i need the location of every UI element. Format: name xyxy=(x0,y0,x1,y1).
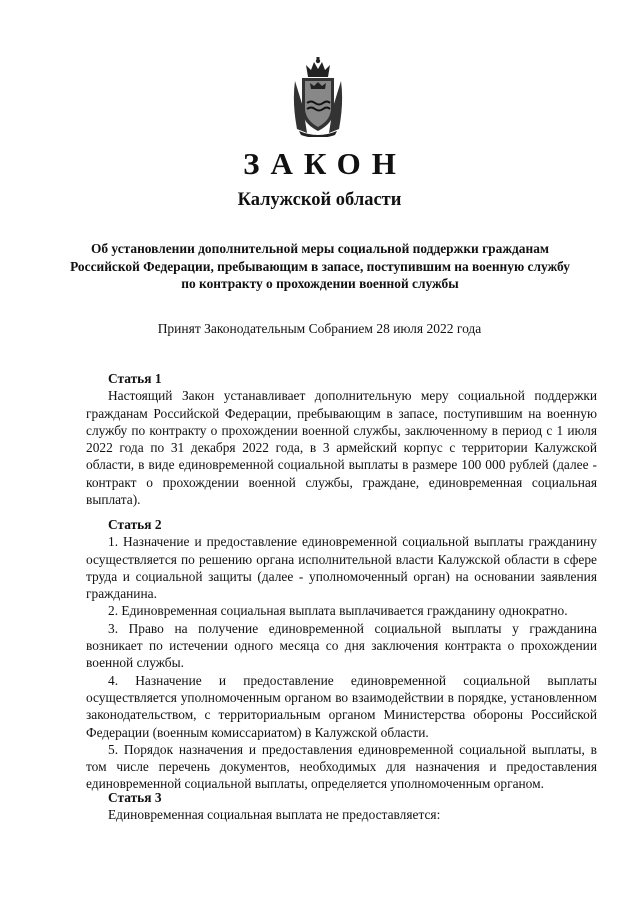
article-2 xyxy=(86,516,597,793)
article-title: Статья 1 xyxy=(108,371,162,386)
document-title: ЗАКОН xyxy=(243,146,407,181)
article-title: Статья 3 xyxy=(108,790,162,805)
article-1 xyxy=(86,370,597,508)
article-paragraph: Единовременная социальная выплата не предоставляется: xyxy=(108,807,441,823)
article-paragraph: 2. Единовременная социальная выплата выплачивается гражданину однократно. xyxy=(108,603,568,619)
adoption-note: Принят Законодательным Собранием 28 июля 2022 года xyxy=(157,321,482,336)
article-paragraph: 1. Назначение и предоставление единовременной социальной выплаты гражданину осуществляется по решению органа исполнительной власти Калужской области в сфере труда и социальной защиты (далее - уполномоченный орган) на основании заявления гражданина. xyxy=(86,534,597,602)
law-heading: Об установлении дополнительной меры социальной поддержки гражданам Российской Федерации, пребывающим в запасе, поступившим на военную службу по контракту о прохождении военной службы xyxy=(70,241,570,291)
article-paragraph: 4. Назначение и предоставление единовременной социальной выплаты осуществляется уполномоченным органом во взаимодействии в порядке, установленном законодательством, с территориальным органом Министерства обороны Российской Федерации (военным комиссариатом) в Калужской области. xyxy=(86,672,597,740)
article-3 xyxy=(86,789,597,824)
article-paragraph: Настоящий Закон устанавливает дополнительную меру социальной поддержки гражданам Российской Федерации, пребывающим в запасе, поступившим на военную службу по контракту о прохождении военной службы, заключенному в период с 1 июля 2022 года по 31 декабря 2022 года, в 3 армейский корпус с территории Калужской области, в виде единовременной социальной выплаты в размере 100 000 рублей (далее - контракт о прохождении военной службы, граждане, единовременная социальная выплата). xyxy=(86,388,597,508)
coat-of-arms-emblem xyxy=(289,57,347,137)
article-paragraph: 5. Порядок назначения и предоставления единовременной социальной выплаты, в том числе перечень документов, необходимых для назначения и предоставления единовременной социальной выплаты, определяется уполномоченным органом. xyxy=(86,741,597,792)
article-title: Статья 2 xyxy=(108,517,162,532)
article-paragraph: 3. Право на получение единовременной социальной выплаты у гражданина возникает по истечении одного месяца со дня заключения контракта о прохождении военной службы. xyxy=(86,620,597,671)
document-subtitle: Калужской области xyxy=(237,190,402,210)
